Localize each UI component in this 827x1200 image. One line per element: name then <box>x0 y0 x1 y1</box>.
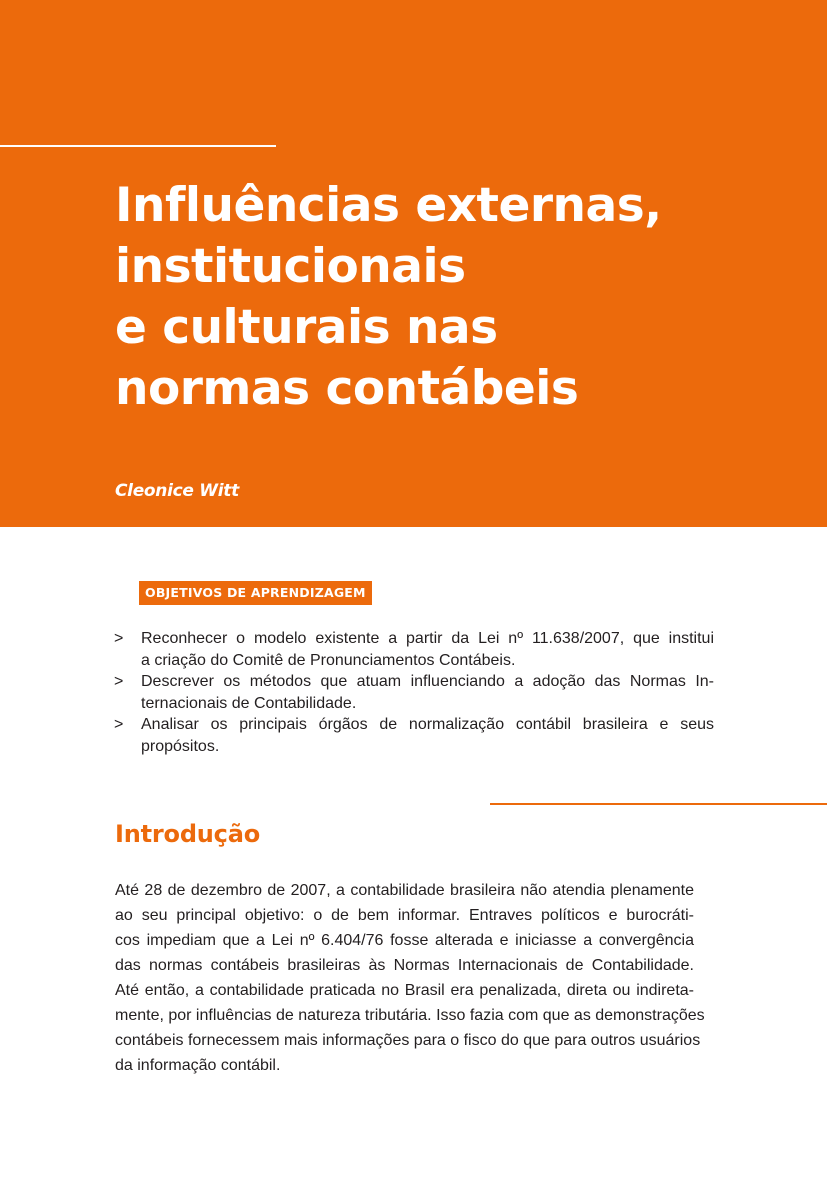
objectives-badge: OBJETIVOS DE APRENDIZAGEM <box>139 581 372 605</box>
paragraph-line: da informação contábil. <box>115 1057 281 1074</box>
chapter-title-line: normas contábeis <box>115 361 579 416</box>
paragraph-line: contábeis fornecessem mais informações para o fisco do que para outros usuários <box>115 1032 701 1049</box>
objective-item <box>114 671 714 714</box>
paragraph-line: Até 28 de dezembro de 2007, a contabilidade brasileira não atendia plenamente <box>115 882 694 899</box>
objective-line: propósitos. <box>141 737 220 755</box>
paragraph-line: das normas contábeis brasileiras às Normas Internacionais de Contabilidade. <box>115 957 694 974</box>
chevron-right-icon: > <box>114 673 124 690</box>
chevron-right-icon: > <box>114 630 124 647</box>
chapter-header <box>0 0 827 527</box>
paragraph-line: Até então, a contabilidade praticada no Brasil era penalizada, direta ou indireta- <box>115 982 694 999</box>
chevron-right-icon: > <box>114 716 124 733</box>
objective-item <box>114 628 714 671</box>
objective-line: Descrever os métodos que atuam influenciando a adoção das Normas In- <box>141 673 714 690</box>
introduction-paragraph <box>115 878 705 1078</box>
section-divider <box>490 803 827 805</box>
chapter-author: Cleonice Witt <box>115 481 239 501</box>
objective-line: Analisar os principais órgãos de normalização contábil brasileira e seus <box>141 716 714 733</box>
paragraph-line: cos impediam que a Lei nº 6.404/76 fosse alterada e iniciasse a convergência <box>115 932 694 949</box>
objective-line: a criação do Comitê de Pronunciamentos Contábeis. <box>141 651 516 669</box>
objective-item <box>114 714 714 757</box>
chapter-title <box>115 175 795 419</box>
header-divider <box>0 145 276 147</box>
objective-line: ternacionais de Contabilidade. <box>141 694 357 712</box>
section-heading: Introdução <box>115 820 260 848</box>
paragraph-line: ao seu principal objetivo: o de bem informar. Entraves políticos e burocráti- <box>115 907 694 924</box>
chapter-title-line: e culturais nas <box>115 300 498 355</box>
chapter-title-line: institucionais <box>115 239 466 294</box>
chapter-title-line: Influências externas, <box>115 178 662 233</box>
objectives-list <box>114 628 714 757</box>
paragraph-line: mente, por influências de natureza tributária. Isso fazia com que as demonstrações <box>115 1007 705 1024</box>
objective-line: Reconhecer o modelo existente a partir da Lei nº 11.638/2007, que institui <box>141 630 714 647</box>
